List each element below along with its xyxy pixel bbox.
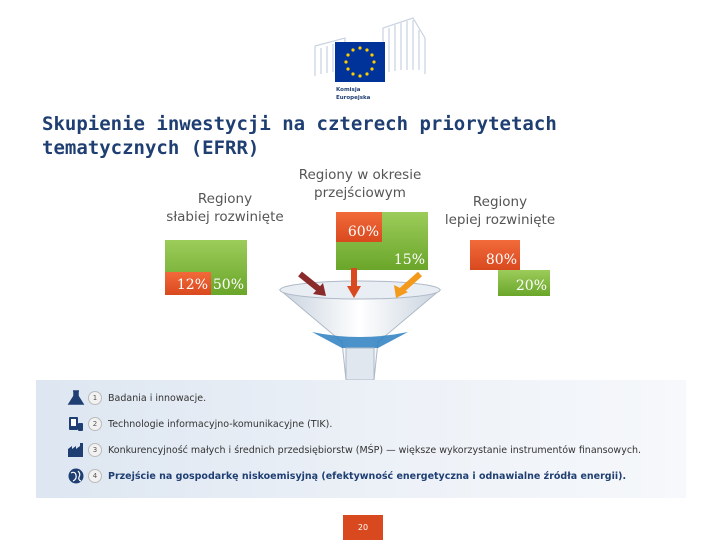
transition-share-small: 15% bbox=[393, 252, 425, 268]
region-more-developed-label: Regiony lepiej rozwinięte bbox=[444, 194, 556, 228]
funnel-graphic bbox=[270, 268, 450, 386]
page-title bbox=[42, 112, 602, 160]
priority-list bbox=[36, 380, 686, 498]
page-number: 20 bbox=[343, 515, 383, 540]
less-developed-share-small: 12% bbox=[176, 277, 208, 293]
transition-share-large-box bbox=[336, 212, 382, 242]
title-line-2: tematycznych (EFRR) bbox=[42, 137, 260, 159]
more-developed-share-large: 80% bbox=[485, 252, 517, 268]
more-developed-share-large-box bbox=[470, 240, 520, 270]
priority-item-2 bbox=[66, 414, 332, 434]
priority-item-4 bbox=[66, 466, 626, 486]
priority-text-3: Konkurencyjność małych i średnich przedsiębiorstw (MŚP) — większe wykorzystanie instrumentów finansowych. bbox=[108, 444, 642, 456]
priority-number-3: 3 bbox=[88, 443, 102, 457]
priority-text-2: Technologie informacyjno-komunikacyjne (TIK). bbox=[108, 418, 333, 430]
less-developed-share-small-box bbox=[165, 272, 211, 295]
priority-number-1: 1 bbox=[88, 391, 102, 405]
more-developed-share-small: 20% bbox=[515, 278, 547, 294]
priority-text-4: Przejście na gospodarkę niskoemisyjną (efektywność energetyczna i odnawialne źródła energii). bbox=[108, 470, 627, 482]
transition-share-large: 60% bbox=[347, 224, 379, 240]
factory-icon bbox=[66, 440, 86, 460]
priority-number-4: 4 bbox=[88, 469, 102, 483]
less-developed-share-large: 50% bbox=[212, 277, 244, 293]
priority-item-1 bbox=[66, 388, 206, 408]
priority-number-2: 2 bbox=[88, 417, 102, 431]
region-less-developed-label: Regiony słabiej rozwinięte bbox=[166, 191, 284, 225]
priority-item-3 bbox=[66, 440, 641, 460]
logo-caption-2: Europejska bbox=[336, 95, 371, 101]
priority-text-1: Badania i innowacje. bbox=[108, 392, 207, 404]
ict-icon bbox=[66, 414, 86, 434]
flask-icon bbox=[66, 388, 86, 408]
european-commission-logo bbox=[305, 8, 445, 104]
logo-caption-1: Komisja bbox=[336, 87, 361, 93]
title-line-1: Skupienie inwestycji na czterech priorytetach bbox=[42, 113, 557, 135]
more-developed-share-small-box bbox=[498, 270, 550, 296]
region-transition-label: Regiony w okresie przejściowym bbox=[298, 167, 422, 201]
globe-icon bbox=[66, 466, 86, 486]
